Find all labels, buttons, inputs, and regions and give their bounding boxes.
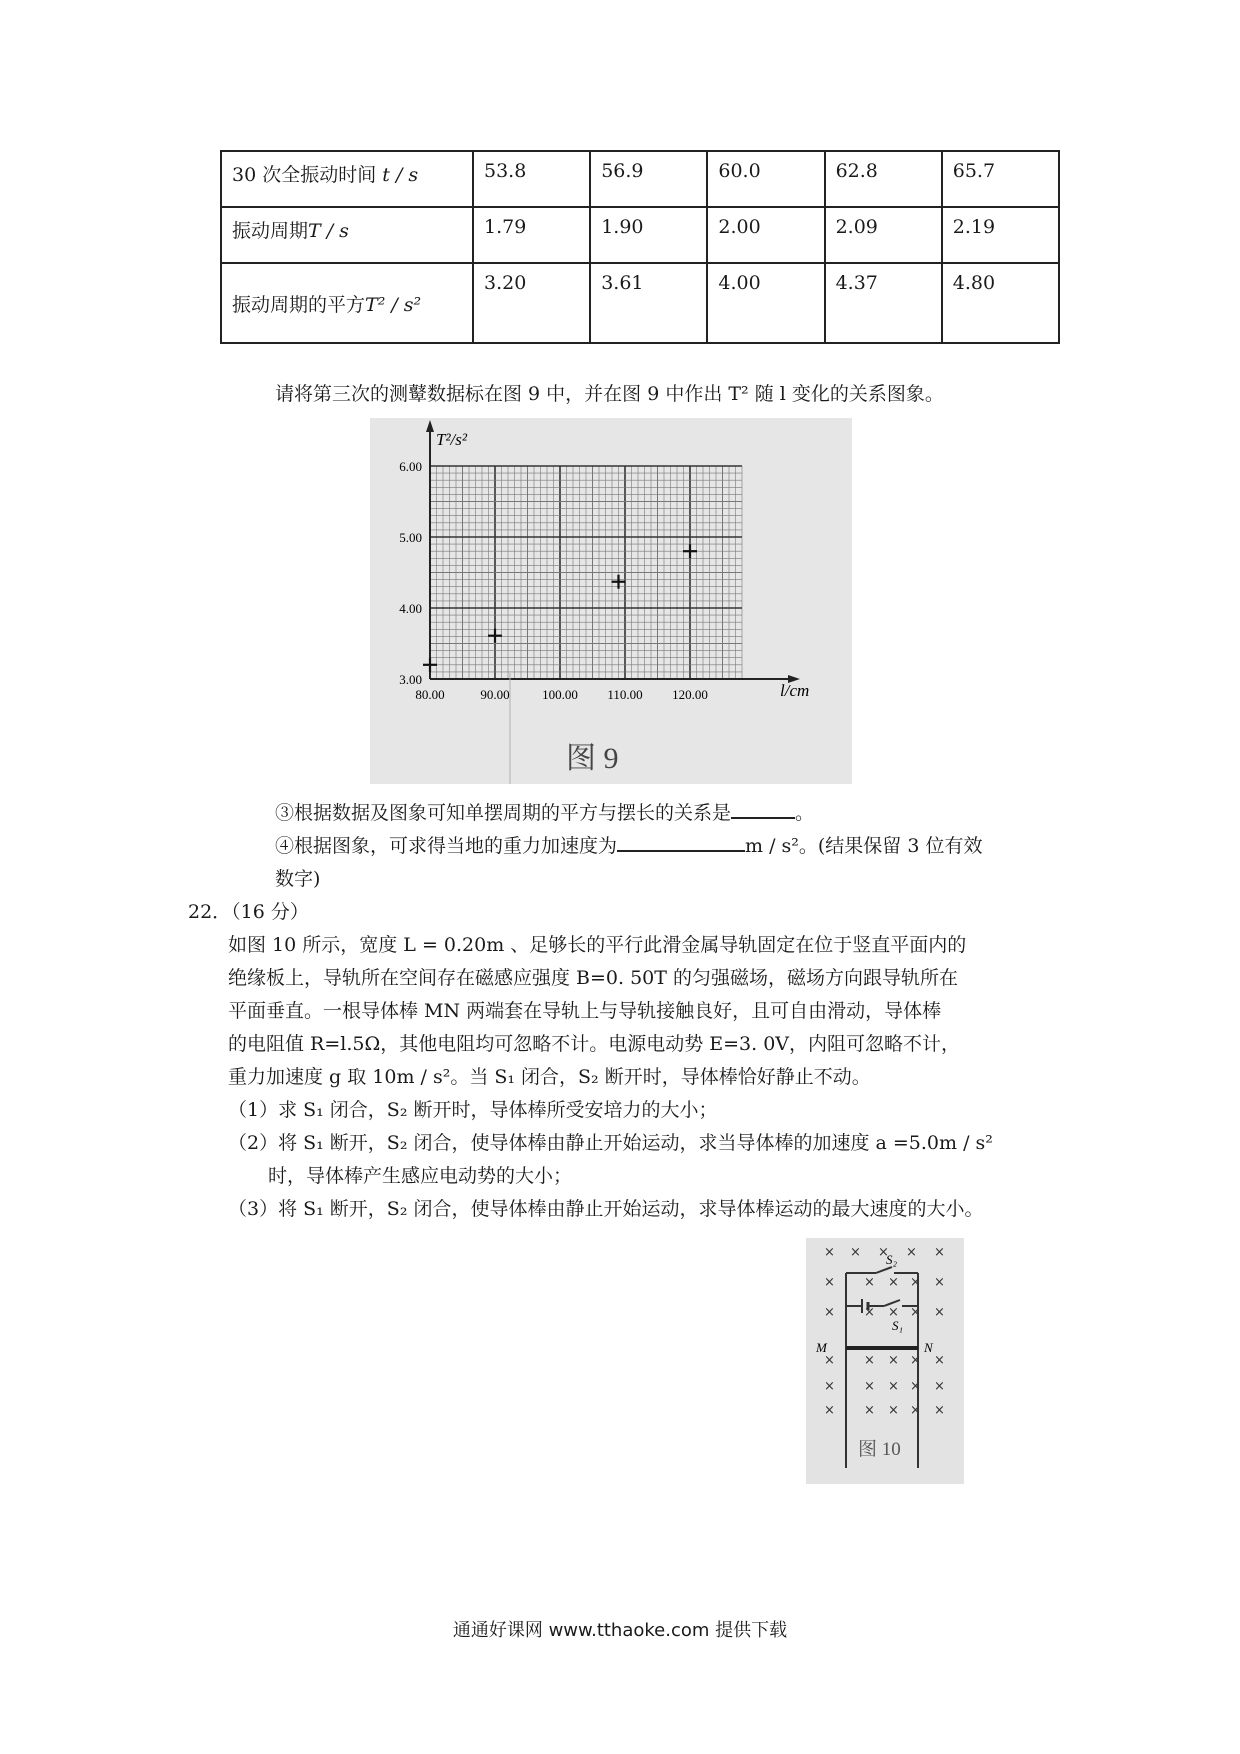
field-cross-icon: ×	[864, 1305, 875, 1320]
data-point-marker	[683, 544, 697, 558]
y-tick-label: 5.00	[399, 530, 422, 545]
label-s2: S₂	[886, 1252, 898, 1267]
table-cell: 56.9	[590, 151, 707, 207]
field-cross-icon: ×	[824, 1403, 835, 1418]
field-cross-icon: ×	[824, 1305, 835, 1320]
table-cell: 1.79	[473, 207, 590, 263]
sub-question-3: （3）将 S₁ 断开，S₂ 闭合，使导体棒由静止开始运动，求导体棒运动的最大速度的大小。	[228, 1198, 984, 1220]
data-table	[220, 150, 1060, 344]
field-cross-icon: ×	[824, 1379, 835, 1394]
field-cross-icon: ×	[888, 1403, 899, 1418]
field-cross-icon: ×	[864, 1275, 875, 1290]
label-m: M	[816, 1340, 827, 1355]
problem-22-line-3: 平面垂直。一根导体棒 MN 两端套在导轨上与导轨接触良好，且可自由滑动，导体棒	[228, 1000, 942, 1022]
figure-9-chart	[370, 418, 852, 784]
data-point-marker	[423, 658, 437, 672]
problem-22-line-5: 重力加速度 g 取 10m / s²。当 S₁ 闭合，S₂ 断开时，导体棒恰好静止不动。	[228, 1066, 871, 1088]
question-4	[275, 830, 982, 863]
field-cross-icon: ×	[888, 1379, 899, 1394]
figure-10	[806, 1238, 964, 1484]
label-s1: S₁	[892, 1318, 904, 1333]
problem-22-line-4: 的电阻值 R=l.5Ω，其他电阻均可忽略不计。电源电动势 E=3. 0V，内阻可忽略不计，	[228, 1033, 961, 1055]
question-4-unit: m / s²。(结果保留 3 位有效	[745, 835, 983, 857]
row-unit: T / s	[308, 220, 349, 242]
y-tick-label: 6.00	[399, 459, 422, 474]
figure-10-diagram	[806, 1238, 964, 1484]
field-cross-icon: ×	[864, 1403, 875, 1418]
table-cell: 53.8	[473, 151, 590, 207]
row-header	[221, 207, 473, 263]
table-cell: 62.8	[825, 151, 942, 207]
answer-blank-3[interactable]	[731, 797, 795, 819]
field-cross-icon: ×	[910, 1305, 921, 1320]
sub-question-1: （1）求 S₁ 闭合，S₂ 断开时，导体棒所受安培力的大小；	[228, 1099, 718, 1121]
field-cross-icon: ×	[910, 1353, 921, 1368]
table-cell: 60.0	[707, 151, 824, 207]
table-row	[221, 151, 1059, 207]
sub-question-2: （2）将 S₁ 断开，S₂ 闭合，使导体棒由静止开始运动，求当导体棒的加速度 a =5.0m / s²	[228, 1132, 993, 1154]
field-cross-icon: ×	[934, 1245, 945, 1260]
table-cell: 65.7	[942, 151, 1059, 207]
question-4-continued: 数字)	[275, 868, 321, 890]
row-unit: t / s	[382, 164, 419, 186]
y-axis-label: T²/s²	[436, 430, 467, 449]
instruction-text: 请将第三次的测鼙数据标在图 9 中，并在图 9 中作出 T² 随 l 变化的关系图象。	[275, 383, 944, 405]
x-tick-label: 80.00	[415, 687, 445, 702]
field-cross-icon: ×	[864, 1353, 875, 1368]
y-tick-label: 4.00	[399, 601, 422, 616]
table-cell: 2.00	[707, 207, 824, 263]
row-header	[221, 263, 473, 343]
field-cross-icon: ×	[864, 1379, 875, 1394]
data-point-marker	[488, 629, 502, 643]
y-axis-arrow	[426, 420, 434, 432]
figure-10-caption: 图 10	[858, 1439, 901, 1460]
table-row	[221, 207, 1059, 263]
row-label: 振动周期的平方	[232, 293, 366, 316]
row-label: 振动周期	[232, 220, 309, 242]
sub-question-2-continued: 时，导体棒产生感应电动势的大小；	[268, 1165, 573, 1187]
row-label: 30 次全振动时间	[232, 164, 383, 186]
problem-22-line-1: 如图 10 所示，宽度 L = 0.20m 、足够长的平行此滑金属导轨固定在位于竖直平面内的	[228, 934, 967, 956]
x-tick-label: 110.00	[607, 687, 643, 702]
field-cross-icon: ×	[934, 1379, 945, 1394]
row-unit: T² / s²	[365, 293, 422, 316]
figure-9	[370, 418, 852, 784]
table-cell: 4.00	[707, 263, 824, 343]
field-cross-icon: ×	[934, 1275, 945, 1290]
x-tick-label: 100.00	[542, 687, 578, 702]
footer-text: 通通好课网 www.tthaoke.com 提供下载	[452, 1620, 788, 1641]
field-cross-icon: ×	[934, 1353, 945, 1368]
x-tick-label: 90.00	[480, 687, 510, 702]
table-row	[221, 263, 1059, 343]
field-cross-icon: ×	[910, 1275, 921, 1290]
question-3-text: ③根据数据及图象可知单摆周期的平方与摆长的关系是	[275, 802, 732, 824]
field-cross-icon: ×	[824, 1245, 835, 1260]
field-cross-icon: ×	[906, 1245, 917, 1260]
field-cross-icon: ×	[910, 1379, 921, 1394]
table-cell: 3.61	[590, 263, 707, 343]
x-axis-label: l/cm	[780, 681, 810, 700]
table-cell: 4.80	[942, 263, 1059, 343]
question-3-end: 。	[795, 802, 815, 824]
table-cell: 2.09	[825, 207, 942, 263]
field-cross-icon: ×	[934, 1403, 945, 1418]
y-tick-label: 3.00	[399, 672, 422, 687]
problem-22-header: 22．（16 分）	[188, 901, 309, 923]
field-cross-icon: ×	[824, 1353, 835, 1368]
answer-blank-4[interactable]	[617, 830, 745, 852]
table-cell: 1.90	[590, 207, 707, 263]
figure-9-caption: 图 9	[566, 742, 619, 775]
field-cross-icon: ×	[910, 1403, 921, 1418]
problem-22-line-2: 绝缘板上，导轨所在空间存在磁感应强度 B=0. 50T 的匀强磁场，磁场方向跟导轨所在	[228, 967, 958, 989]
field-cross-icon: ×	[888, 1275, 899, 1290]
x-tick-label: 120.00	[672, 687, 708, 702]
table-cell: 4.37	[825, 263, 942, 343]
field-cross-icon: ×	[934, 1305, 945, 1320]
field-cross-icon: ×	[888, 1305, 899, 1320]
field-cross-icon: ×	[850, 1245, 861, 1260]
row-header	[221, 151, 473, 207]
table-cell: 3.20	[473, 263, 590, 343]
question-4-text: ④根据图象，可求得当地的重力加速度为	[275, 835, 618, 857]
field-cross-icon: ×	[878, 1245, 889, 1260]
switch-s2	[876, 1267, 892, 1273]
label-n: N	[924, 1340, 933, 1355]
field-cross-icon: ×	[888, 1353, 899, 1368]
question-3	[275, 797, 814, 830]
table-cell: 2.19	[942, 207, 1059, 263]
field-cross-icon: ×	[824, 1275, 835, 1290]
